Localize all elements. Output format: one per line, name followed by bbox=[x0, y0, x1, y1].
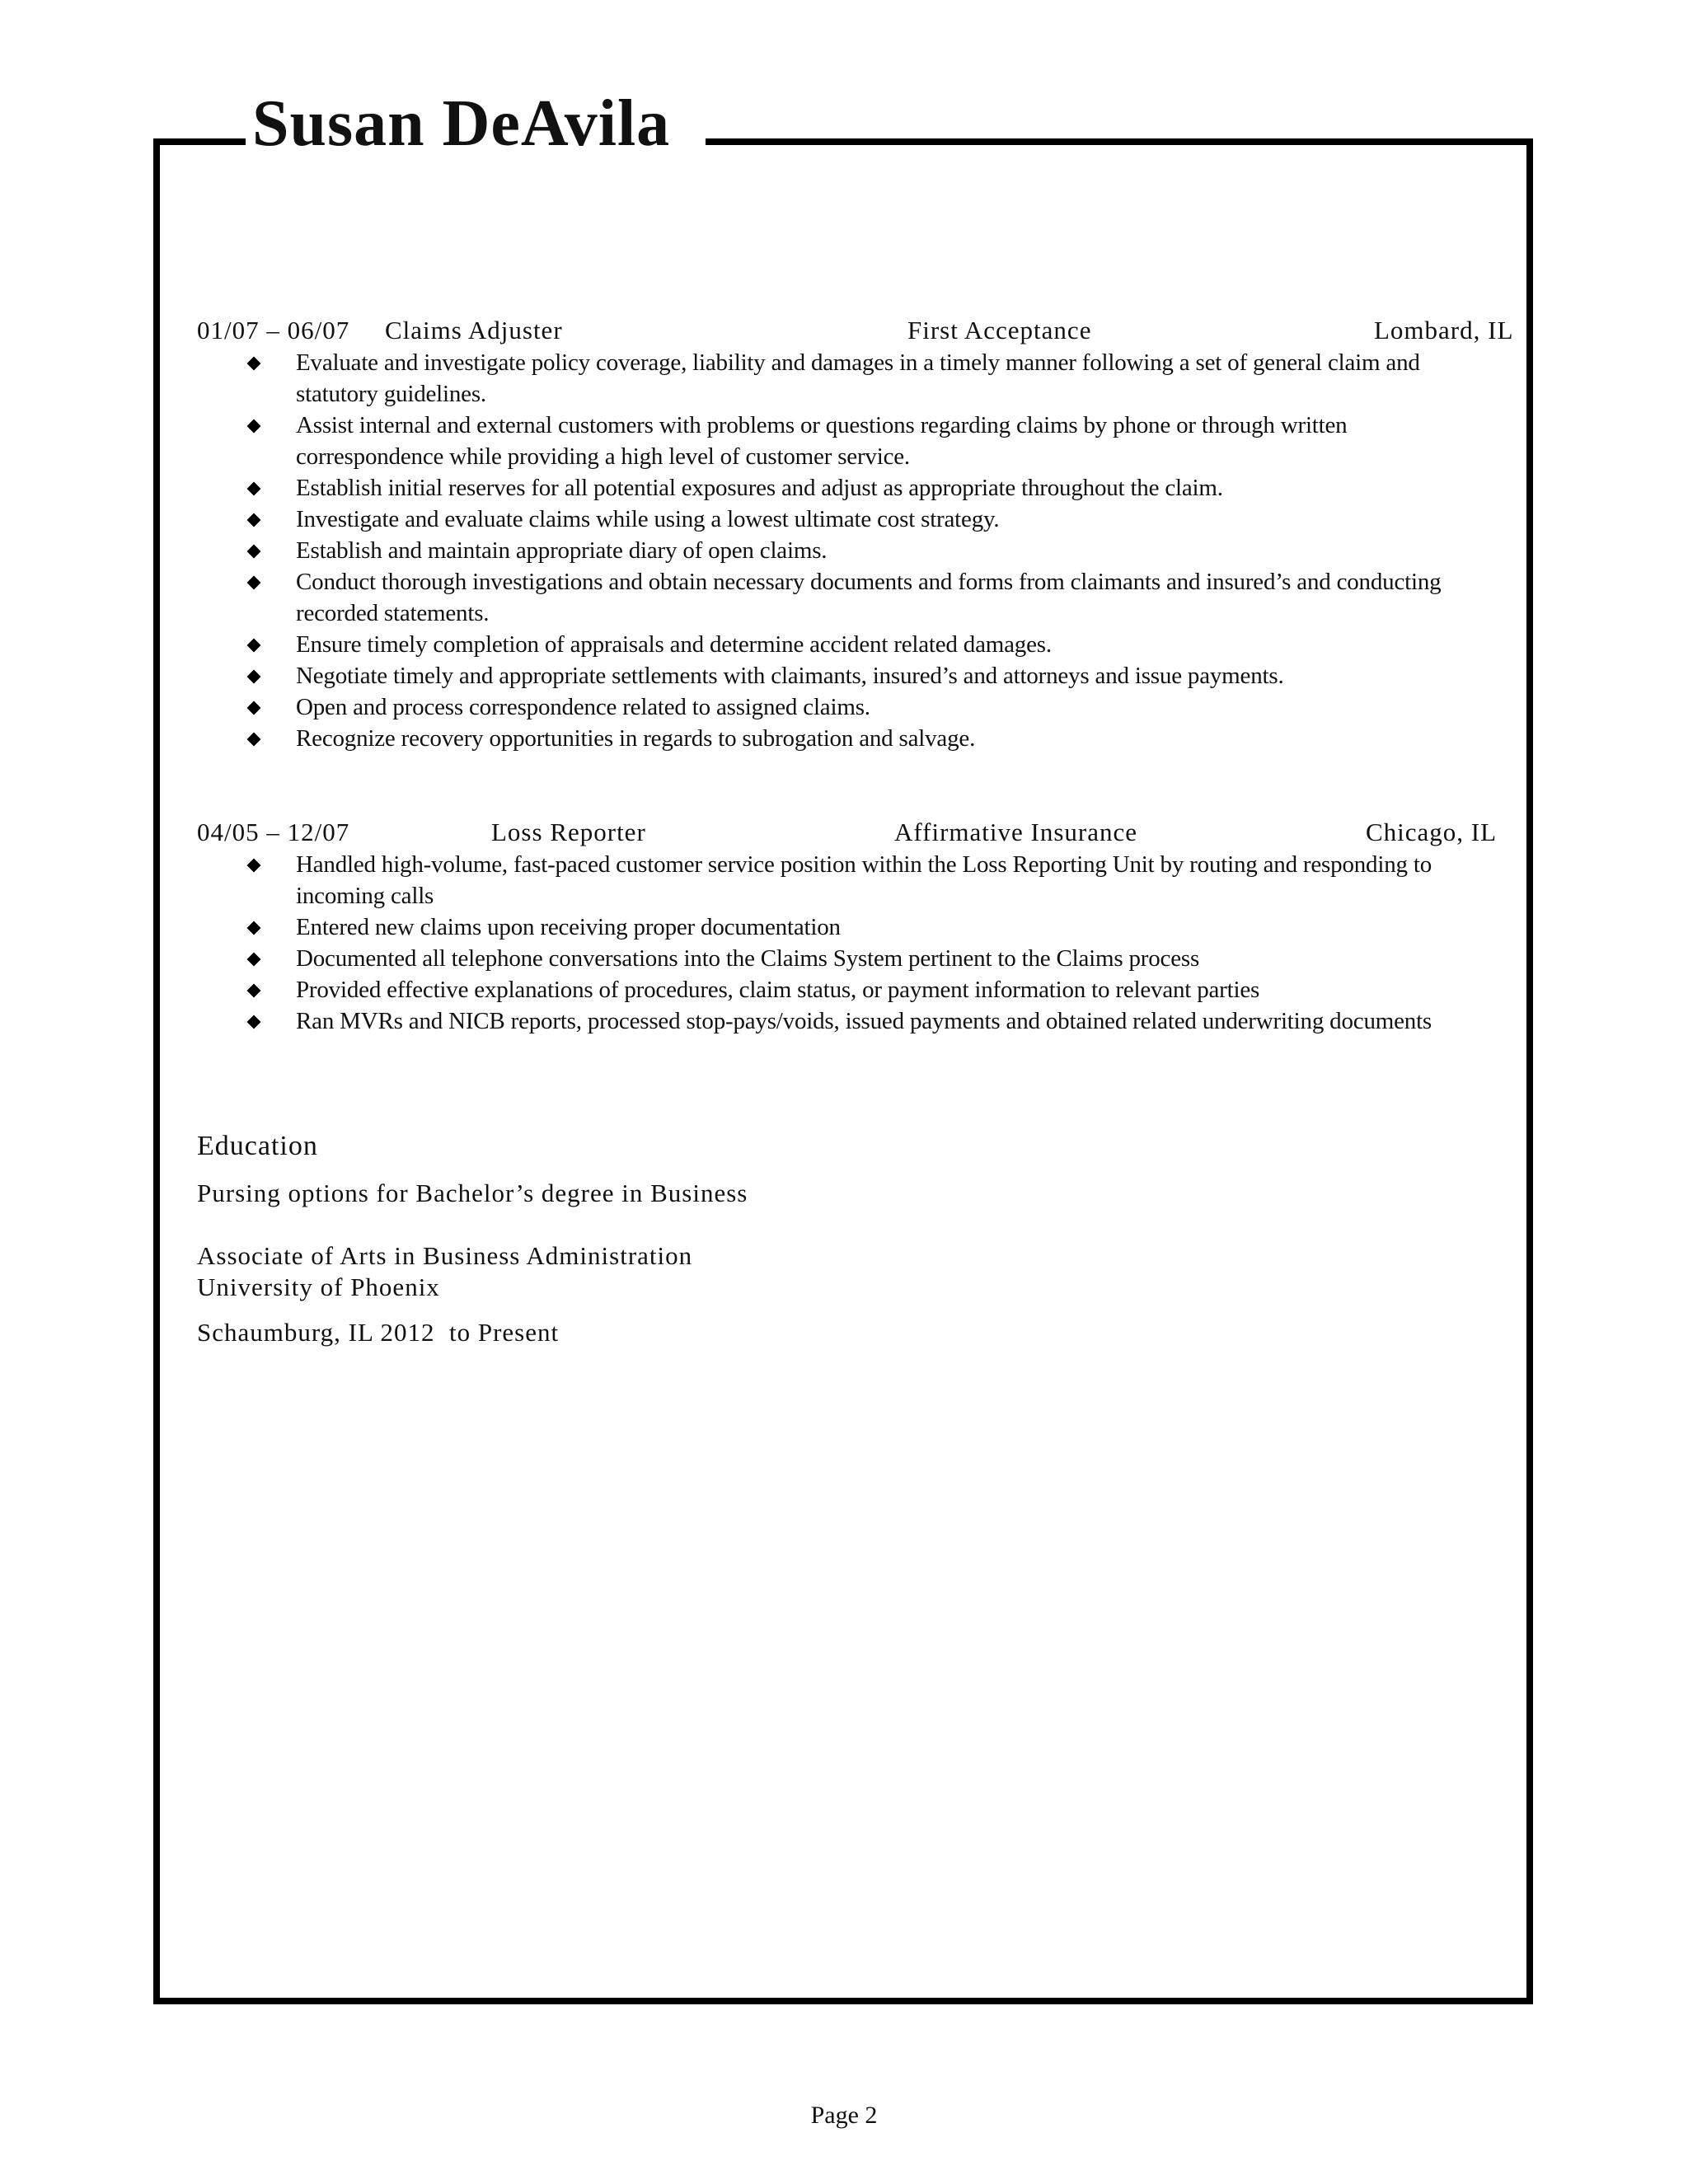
job-dates: 04/05 – 12/07 bbox=[197, 818, 350, 846]
diamond-bullet-icon bbox=[247, 921, 261, 935]
job-title: Claims Adjuster bbox=[385, 316, 563, 344]
bullet-text: Handled high-volume, fast-paced customer service position within the Loss Reporting Unit by routing and responding to incoming calls bbox=[296, 851, 1432, 909]
frame-top-left bbox=[153, 138, 246, 145]
education-heading: Education bbox=[197, 1131, 318, 1161]
diamond-bullet-icon bbox=[247, 670, 261, 684]
diamond-bullet-icon bbox=[247, 419, 261, 434]
education-line-1: Pursing options for Bachelor’s degree in Business bbox=[197, 1179, 748, 1207]
bullet-item bbox=[197, 472, 1450, 504]
frame-left bbox=[153, 138, 160, 2004]
bullet-item bbox=[197, 629, 1450, 660]
diamond-bullet-icon bbox=[247, 1015, 261, 1029]
diamond-bullet-icon bbox=[247, 545, 261, 559]
bullet-text: Conduct thorough investigations and obtain necessary documents and forms from claimants and insured’s and conducting recorded statements. bbox=[296, 569, 1442, 626]
frame-right bbox=[1526, 138, 1533, 2004]
diamond-bullet-icon bbox=[247, 482, 261, 496]
diamond-bullet-icon bbox=[247, 984, 261, 998]
bullet-text: Evaluate and investigate policy coverage, liability and damages in a timely manner following a set of general claim and statutory guidelines. bbox=[296, 349, 1420, 407]
job-title: Loss Reporter bbox=[491, 818, 646, 846]
frame-bottom bbox=[153, 1998, 1533, 2004]
bullet-item bbox=[197, 974, 1450, 1005]
bullet-text: Open and process correspondence related to assigned claims. bbox=[296, 694, 870, 720]
job-location: Lombard, IL bbox=[1374, 316, 1514, 344]
job-company: Affirmative Insurance bbox=[894, 818, 1138, 846]
bullet-text: Assist internal and external customers with problems or questions regarding claims by phone or through written correspondence while providing a high level of customer service. bbox=[296, 412, 1348, 470]
page-number: Page 2 bbox=[810, 2102, 878, 2129]
bullet-item bbox=[197, 504, 1450, 535]
bullet-item bbox=[197, 410, 1450, 472]
resume-name: Susan DeAvila bbox=[252, 87, 671, 160]
diamond-bullet-icon bbox=[247, 701, 261, 715]
bullet-item bbox=[197, 1005, 1450, 1037]
diamond-bullet-icon bbox=[247, 733, 261, 747]
bullet-item bbox=[197, 691, 1450, 723]
bullet-text: Establish and maintain appropriate diary of open claims. bbox=[296, 537, 828, 564]
bullet-text: Provided effective explanations of procedures, claim status, or payment information to relevant parties bbox=[296, 977, 1260, 1003]
bullet-item bbox=[197, 566, 1450, 629]
diamond-bullet-icon bbox=[247, 576, 261, 590]
bullet-item bbox=[197, 912, 1450, 943]
bullet-text: Establish initial reserves for all potential exposures and adjust as appropriate throughout the claim. bbox=[296, 475, 1223, 501]
bullet-item bbox=[197, 660, 1450, 691]
frame-top-right bbox=[706, 138, 1533, 145]
diamond-bullet-icon bbox=[247, 513, 261, 527]
bullet-text: Investigate and evaluate claims while using a lowest ultimate cost strategy. bbox=[296, 506, 1000, 532]
job-dates: 01/07 – 06/07 bbox=[197, 316, 350, 344]
bullet-item bbox=[197, 723, 1450, 754]
job-location: Chicago, IL bbox=[1366, 818, 1498, 846]
bullet-item bbox=[197, 943, 1450, 974]
diamond-bullet-icon bbox=[247, 639, 261, 653]
bullet-text: Negotiate timely and appropriate settlements with claimants, insured’s and attorneys and issue payments. bbox=[296, 663, 1284, 689]
bullet-text: Ensure timely completion of appraisals and determine accident related damages. bbox=[296, 631, 1052, 658]
job-bullets-2 bbox=[197, 849, 1450, 1037]
education-location-dates: Schaumburg, IL 2012 to Present bbox=[197, 1318, 560, 1347]
diamond-bullet-icon bbox=[247, 357, 261, 371]
bullet-item bbox=[197, 347, 1450, 410]
bullet-item bbox=[197, 535, 1450, 566]
diamond-bullet-icon bbox=[247, 953, 261, 967]
education-school: University of Phoenix bbox=[197, 1272, 440, 1301]
bullet-text: Entered new claims upon receiving proper documentation bbox=[296, 914, 841, 940]
education-degree: Associate of Arts in Business Administration bbox=[197, 1241, 693, 1270]
bullet-text: Documented all telephone conversations into the Claims System pertinent to the Claims process bbox=[296, 945, 1200, 972]
bullet-text: Recognize recovery opportunities in regards to subrogation and salvage. bbox=[296, 725, 976, 752]
bullet-text: Ran MVRs and NICB reports, processed stop-pays/voids, issued payments and obtained related underwriting documents bbox=[296, 1008, 1432, 1034]
diamond-bullet-icon bbox=[247, 859, 261, 873]
job-bullets-1 bbox=[197, 347, 1450, 754]
job-company: First Acceptance bbox=[907, 316, 1092, 344]
bullet-item bbox=[197, 849, 1450, 912]
